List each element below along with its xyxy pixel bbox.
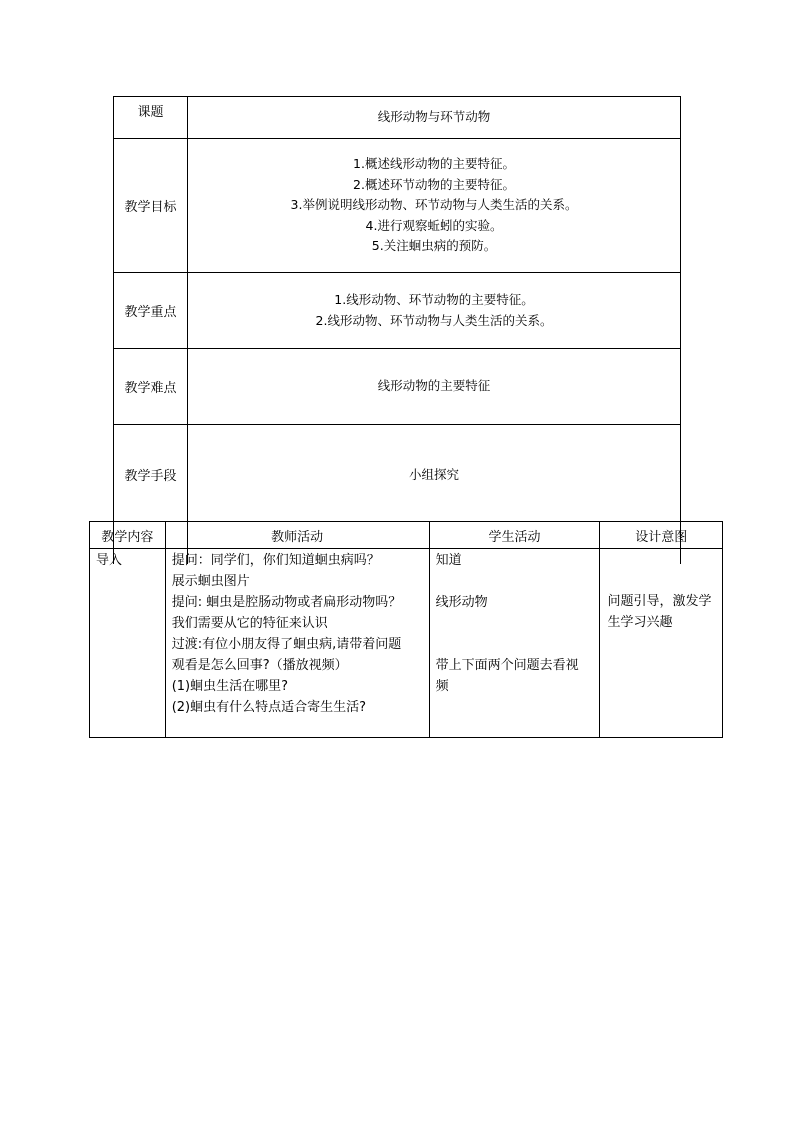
goal-item: 2.概述环节动物的主要特征。 <box>353 176 515 192</box>
key-points-row <box>114 273 681 349</box>
difficulty-value: 线形动物的主要特征 <box>188 349 681 425</box>
goal-item: 3.举例说明线形动物、环节动物与人类生活的关系。 <box>290 197 578 213</box>
key-point-item: 2.线形动物、环节动物与人类生活的关系。 <box>315 312 553 328</box>
teacher-line: 提问：同学们，你们知道蛔虫病吗？ <box>171 553 380 568</box>
goal-item: 4.进行观察蚯蚓的实验。 <box>365 217 503 233</box>
intent-cell <box>600 549 723 738</box>
topic-row <box>114 97 681 139</box>
activity-header-row <box>90 522 723 549</box>
goals-list <box>188 139 681 273</box>
student-answer: 带上下面两个问题去看视 <box>435 658 579 673</box>
student-answer: 知道 <box>435 553 462 568</box>
topic-label: 课题 <box>114 97 188 139</box>
header-content: 教学内容 <box>90 522 166 549</box>
teacher-line: 观看是怎么回事?（播放视频） <box>171 658 348 673</box>
activity-row <box>90 549 723 738</box>
teacher-line: (2)蛔虫有什么特点适合寄生生活? <box>171 700 367 715</box>
key-points-list <box>188 273 681 349</box>
key-points-label: 教学重点 <box>114 273 188 349</box>
means-value: 小组探究 <box>188 425 681 565</box>
activity-table <box>89 521 723 738</box>
goals-row <box>114 139 681 273</box>
header-student: 学生活动 <box>429 522 600 549</box>
student-answer: 频 <box>435 679 449 694</box>
topic-value: 线形动物与环节动物 <box>188 97 681 139</box>
teacher-line: 提问: 蛔虫是腔肠动物或者扁形动物吗？ <box>171 595 402 610</box>
student-answer: 线形动物 <box>435 595 488 610</box>
header-teacher: 教师活动 <box>165 522 429 549</box>
lesson-info-table <box>113 96 681 564</box>
header-intent: 设计意图 <box>600 522 723 549</box>
goal-item: 5.关注蛔虫病的预防。 <box>371 238 497 254</box>
teacher-line: 我们需要从它的特征来认识 <box>171 616 328 631</box>
content-cell <box>90 549 166 738</box>
key-point-item: 1.线形动物、环节动物的主要特征。 <box>334 292 534 307</box>
content-text: 导入 <box>96 553 123 568</box>
teacher-line: 过渡:有位小朋友得了蛔虫病,请带着问题 <box>171 637 402 652</box>
teacher-cell <box>165 549 429 738</box>
goals-label: 教学目标 <box>114 139 188 273</box>
goal-item: 1.概述线形动物的主要特征。 <box>353 156 515 172</box>
teacher-line: (1)蛔虫生活在哪里? <box>171 679 289 694</box>
difficulty-label: 教学难点 <box>114 349 188 425</box>
difficulty-row <box>114 349 681 425</box>
intent-text: 问题引导，激发学生学习兴趣 <box>607 594 712 630</box>
means-label: 教学手段 <box>114 425 188 565</box>
teacher-line: 展示蛔虫图片 <box>171 574 250 589</box>
student-cell <box>429 549 600 738</box>
